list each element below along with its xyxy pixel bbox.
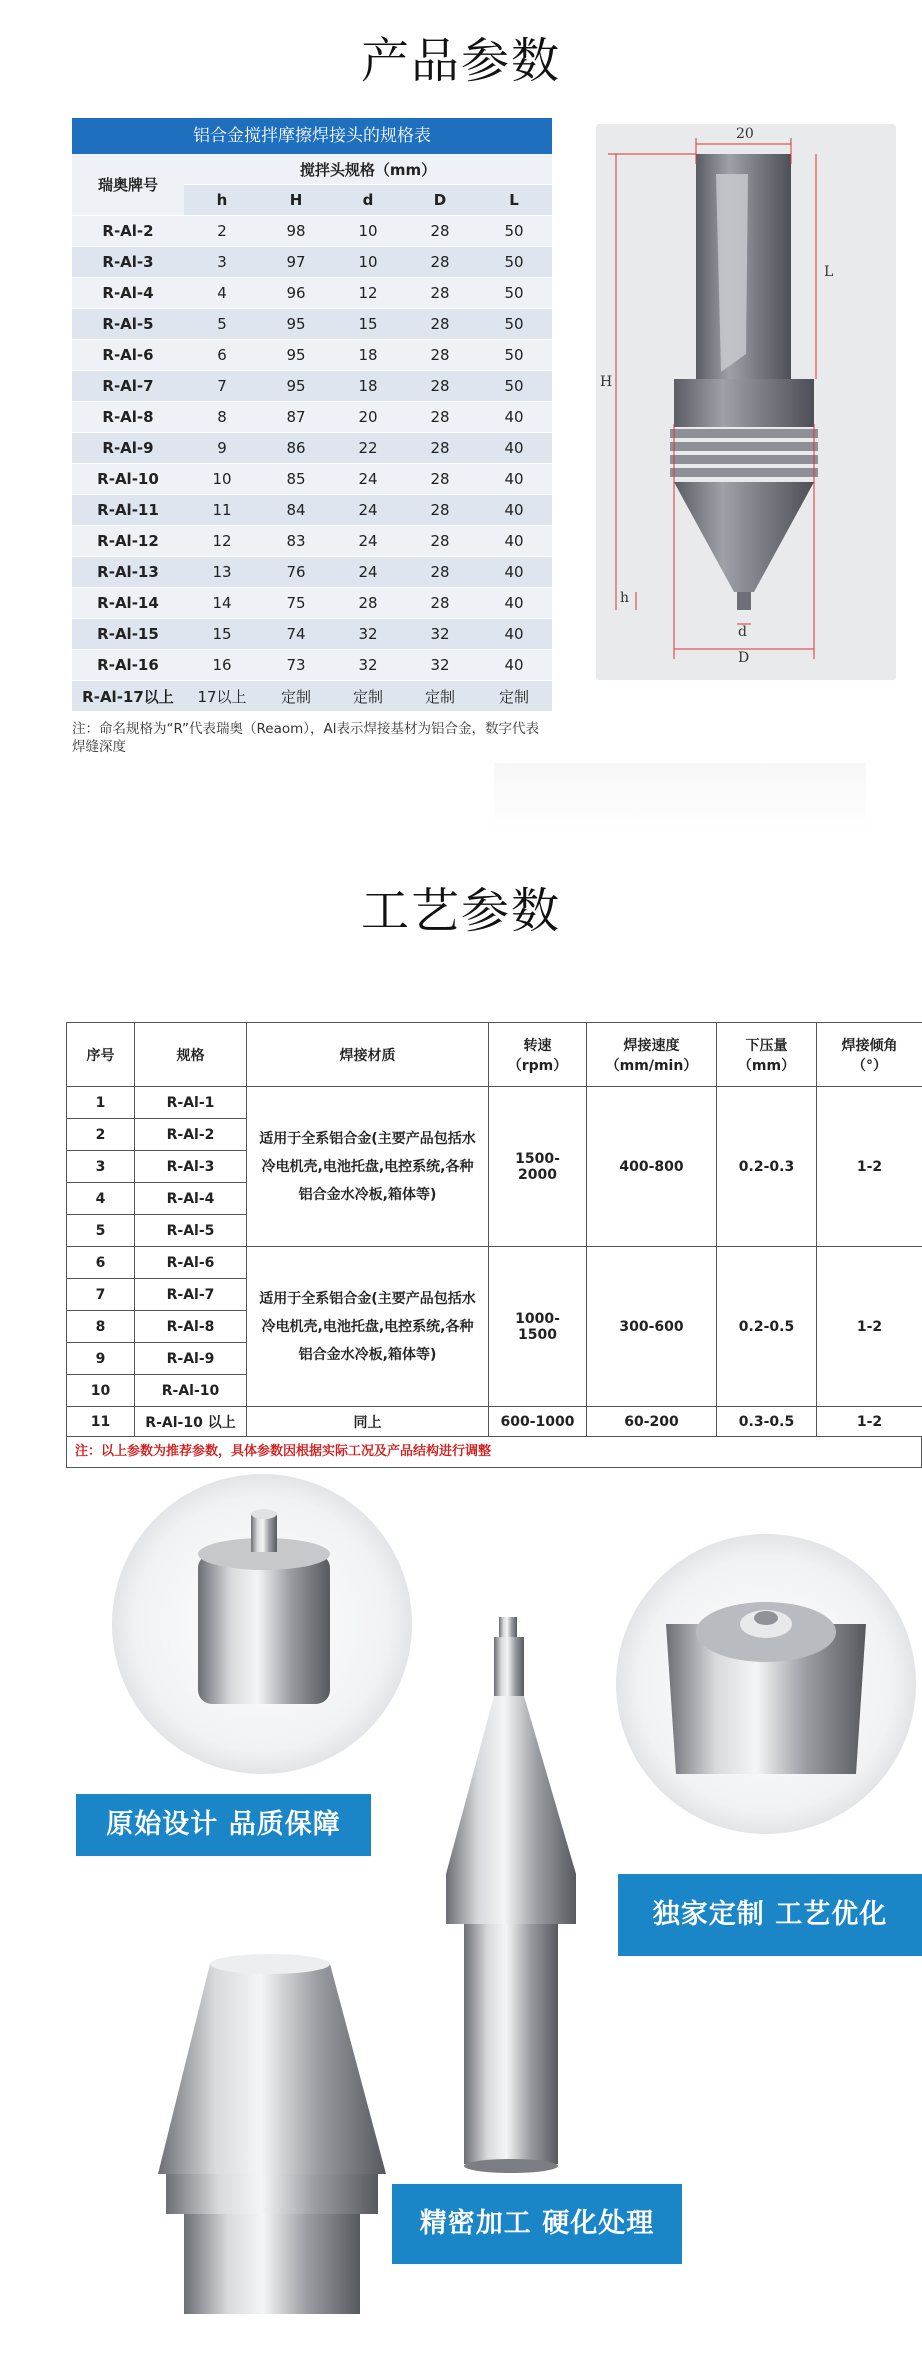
hdr-material: 焊接材质 [247,1023,489,1087]
value-cell: 14 [184,588,260,619]
value-cell: 3 [184,247,260,278]
group1-speed: 1500-2000 [489,1087,587,1247]
value-cell: 86 [260,433,332,464]
table-row [72,681,552,712]
product-photo-collage [66,1474,922,2354]
row-spec: R-Al-3 [135,1151,247,1183]
cone-tool-image [158,1954,386,2314]
table-row [72,278,552,309]
brand-cell: R-Al-11 [72,495,184,526]
value-cell: 40 [476,464,552,495]
brand-cell: R-Al-17以上 [72,681,184,712]
value-cell: 40 [476,433,552,464]
row-spec: R-Al-6 [135,1247,247,1279]
tool-fins [670,429,818,477]
value-cell: 24 [332,526,404,557]
dim-top-label: 20 [736,126,754,142]
value-cell: 96 [260,278,332,309]
dim-D-label: D [738,650,750,666]
process-table-block [66,1022,922,1468]
group2-weld-speed: 300-600 [587,1247,717,1407]
row-weld-speed: 60-200 [587,1407,717,1437]
value-cell: 50 [476,340,552,371]
hdr-angle: 焊接倾角 （°） [817,1023,922,1087]
value-cell: 73 [260,650,332,681]
tool-shoulder [674,379,814,427]
row-seq: 8 [67,1311,135,1343]
table-row [72,588,552,619]
value-cell: 28 [404,309,476,340]
row-seq: 5 [67,1215,135,1247]
brand-cell: R-Al-13 [72,557,184,588]
value-cell: 20 [332,402,404,433]
value-cell: 75 [260,588,332,619]
value-cell: 28 [404,340,476,371]
table-row [72,402,552,433]
value-cell: 15 [184,619,260,650]
value-cell: 28 [404,557,476,588]
row-angle: 1-2 [817,1407,922,1437]
value-cell: 28 [404,216,476,247]
row-spec: R-Al-5 [135,1215,247,1247]
value-cell: 95 [260,309,332,340]
value-cell: 定制 [260,681,332,712]
section-title-process-params: 工艺参数 [360,883,561,939]
badge-original-design: 原始设计 品质保障 [76,1794,371,1856]
brand-cell: R-Al-3 [72,247,184,278]
group1-material: 适用于全系铝合金(主要产品包括水冷电机壳,电池托盘,电控系统,各种铝合金水冷板,箱体等) [247,1087,489,1247]
value-cell: 32 [332,650,404,681]
col-header: D [404,185,476,216]
value-cell: 40 [476,495,552,526]
group2-press: 0.2-0.5 [717,1247,817,1407]
value-cell: 40 [476,402,552,433]
table-row [72,650,552,681]
brand-cell: R-Al-9 [72,433,184,464]
value-cell: 74 [260,619,332,650]
group-header: 搅拌头规格（mm） [184,154,552,185]
row-seq: 1 [67,1087,135,1119]
table-row [72,433,552,464]
brand-cell: R-Al-7 [72,371,184,402]
table-row [67,1087,922,1119]
value-cell: 定制 [404,681,476,712]
table-row-last [67,1407,922,1437]
brand-cell: R-Al-2 [72,216,184,247]
spec-header-row [72,154,552,185]
value-cell: 28 [332,588,404,619]
value-cell: 16 [184,650,260,681]
row-seq: 10 [67,1375,135,1407]
value-cell: 50 [476,278,552,309]
value-cell: 32 [332,619,404,650]
row-speed: 600-1000 [489,1407,587,1437]
value-cell: 50 [476,371,552,402]
group2-speed: 1000-1500 [489,1247,587,1407]
group1-press: 0.2-0.3 [717,1087,817,1247]
dim-h-label: h [620,590,630,606]
table-row [72,526,552,557]
row-seq: 7 [67,1279,135,1311]
group1-weld-speed: 400-800 [587,1087,717,1247]
value-cell: 87 [260,402,332,433]
value-cell: 40 [476,557,552,588]
brand-cell: R-Al-12 [72,526,184,557]
value-cell: 83 [260,526,332,557]
value-cell: 定制 [476,681,552,712]
value-cell: 8 [184,402,260,433]
spec-table-note: 注：命名规格为“R”代表瑞奥（Reaom），Al表示焊接基材为铝合金，数字代表焊缝深度 [72,721,540,755]
value-cell: 85 [260,464,332,495]
value-cell: 24 [332,464,404,495]
col-header: h [184,185,260,216]
tool-pin [737,592,751,610]
brand-cell: R-Al-5 [72,309,184,340]
process-header-row [67,1023,922,1087]
value-cell: 9 [184,433,260,464]
value-cell: 18 [332,340,404,371]
value-cell: 22 [332,433,404,464]
value-cell: 17以上 [184,681,260,712]
col-header: H [260,185,332,216]
hdr-spec: 规格 [135,1023,247,1087]
value-cell: 40 [476,619,552,650]
table-row [67,1247,922,1279]
brand-cell: R-Al-10 [72,464,184,495]
closeup-shoulder-circle [112,1474,412,1774]
row-material: 同上 [247,1407,489,1437]
table-row [72,619,552,650]
col-header: d [332,185,404,216]
group1-angle: 1-2 [817,1087,922,1247]
row-seq: 3 [67,1151,135,1183]
value-cell: 2 [184,216,260,247]
value-cell: 12 [184,526,260,557]
brand-cell: R-Al-8 [72,402,184,433]
row-seq: 4 [67,1183,135,1215]
group2-angle: 1-2 [817,1247,922,1407]
tool-flat [716,174,748,372]
value-cell: 40 [476,650,552,681]
row-spec: R-Al-10 [135,1375,247,1407]
spec-table [72,154,552,712]
row-spec: R-Al-7 [135,1279,247,1311]
value-cell: 12 [332,278,404,309]
value-cell: 24 [332,557,404,588]
brand-cell: R-Al-14 [72,588,184,619]
value-cell: 98 [260,216,332,247]
hdr-seq: 序号 [67,1023,135,1087]
row-seq: 6 [67,1247,135,1279]
hdr-speed: 转速 （rpm） [489,1023,587,1087]
value-cell: 76 [260,557,332,588]
badge-precision-machining: 精密加工 硬化处理 [392,2184,682,2264]
row-seq: 11 [67,1407,135,1437]
value-cell: 11 [184,495,260,526]
dim-d-label: d [738,624,747,640]
tool-cone [674,482,814,592]
value-cell: 13 [184,557,260,588]
value-cell: 28 [404,371,476,402]
value-cell: 10 [332,247,404,278]
value-cell: 50 [476,247,552,278]
section-title-product-params: 产品参数 [360,33,561,89]
table-row [72,247,552,278]
row-press: 0.3-0.5 [717,1407,817,1437]
value-cell: 40 [476,526,552,557]
value-cell: 5 [184,309,260,340]
brand-cell: R-Al-15 [72,619,184,650]
row-spec: R-Al-9 [135,1343,247,1375]
hdr-press: 下压量 （mm） [717,1023,817,1087]
spec-table-caption: 铝合金搅拌摩擦焊接头的规格表 [72,118,552,154]
row-spec: R-Al-2 [135,1119,247,1151]
table-row [72,216,552,247]
row-seq: 2 [67,1119,135,1151]
table-row [72,309,552,340]
value-cell: 15 [332,309,404,340]
table-row [72,557,552,588]
badge-exclusive-custom: 独家定制 工艺优化 [618,1874,922,1956]
dim-L-label: L [824,264,834,280]
value-cell: 28 [404,464,476,495]
value-cell: 50 [476,309,552,340]
value-cell: 32 [404,650,476,681]
value-cell: 32 [404,619,476,650]
spec-table-block [72,118,552,756]
value-cell: 28 [404,588,476,619]
table-row [72,464,552,495]
row-spec: R-Al-10 以上 [135,1407,247,1437]
value-cell: 28 [404,247,476,278]
brand-cell: R-Al-6 [72,340,184,371]
value-cell: 28 [404,278,476,309]
value-cell: 6 [184,340,260,371]
brand-header: 瑞奥牌号 [72,154,184,216]
value-cell: 10 [332,216,404,247]
closeup-tip-circle [616,1534,916,1834]
shadow-strip [494,763,866,836]
col-header: L [476,185,552,216]
value-cell: 定制 [332,681,404,712]
value-cell: 95 [260,340,332,371]
tool-dimension-drawing [596,124,896,680]
value-cell: 97 [260,247,332,278]
value-cell: 7 [184,371,260,402]
value-cell: 18 [332,371,404,402]
value-cell: 28 [404,402,476,433]
brand-cell: R-Al-4 [72,278,184,309]
table-row [72,340,552,371]
value-cell: 84 [260,495,332,526]
tall-tool-image [446,1617,576,2173]
row-seq: 9 [67,1343,135,1375]
dim-H-label: H [600,374,613,390]
table-row [72,495,552,526]
brand-cell: R-Al-16 [72,650,184,681]
tool-drawing-svg [596,124,896,680]
hdr-weld-speed: 焊接速度 （mm/min） [587,1023,717,1087]
value-cell: 95 [260,371,332,402]
row-spec: R-Al-1 [135,1087,247,1119]
value-cell: 24 [332,495,404,526]
group2-material: 适用于全系铝合金(主要产品包括水冷电机壳,电池托盘,电控系统,各种铝合金水冷板,箱体等) [247,1247,489,1407]
process-table [66,1022,922,1437]
value-cell: 10 [184,464,260,495]
row-spec: R-Al-8 [135,1311,247,1343]
process-table-note: 注：以上参数为推荐参数，具体参数因根据实际工况及产品结构进行调整 [66,1437,922,1468]
value-cell: 50 [476,216,552,247]
table-row [72,371,552,402]
value-cell: 28 [404,495,476,526]
value-cell: 4 [184,278,260,309]
row-spec: R-Al-4 [135,1183,247,1215]
value-cell: 28 [404,526,476,557]
value-cell: 40 [476,588,552,619]
value-cell: 28 [404,433,476,464]
